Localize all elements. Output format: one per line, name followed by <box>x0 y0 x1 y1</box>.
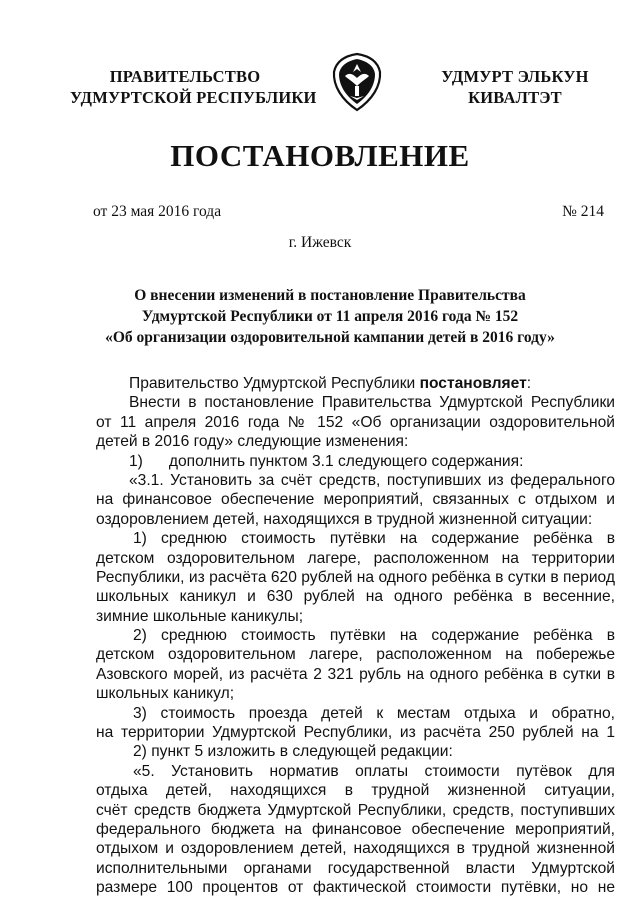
body-line: Республики, из расчёта 620 рублей на одного ребёнка в сутки в период <box>96 568 615 586</box>
header-left-line-1: ПРАВИТЕЛЬСТВО <box>109 67 261 86</box>
body-line: 2) среднюю стоимость путёвки на содержание ребёнка в <box>133 627 615 645</box>
body-line: детей в 2016 году» следующие изменения: <box>96 433 409 451</box>
body-line: школьных каникул и 630 рублей на одного ребёнка в весенние, <box>96 588 615 606</box>
header-right <box>420 66 610 108</box>
body-line: на территории Удмуртской Республики, из расчёта 250 рублей на 1 <box>96 724 615 742</box>
body-line: детском оздоровительном лагере, расположенном на побережье <box>96 646 615 664</box>
body-line: оздоровлением детей, находящихся в трудной жизненной ситуации: <box>96 510 593 528</box>
body-line: 1) среднюю стоимость путёвки на содержание ребёнка в <box>133 530 615 548</box>
body-line: от 11 апреля 2016 года № 152 «Об организации оздоровительной <box>96 413 615 431</box>
body-line: Внести в постановление Правительства Удмуртской Республики <box>129 394 615 412</box>
body-line: Азовского морей, из расчёта 2 321 рубль на одного ребёнка в сутки в <box>96 665 615 683</box>
body-line: отдыхом и оздоровлением детей, находящихся в трудной жизненной <box>96 840 615 858</box>
intro-colon: : <box>526 375 532 392</box>
body-line: школьных каникул; <box>96 685 235 703</box>
body-line: размере 100 процентов от фактической стоимости путёвки, но не <box>96 879 615 897</box>
body-line: 2) пункт 5 изложить в следующей редакции: <box>133 743 453 761</box>
intro-text: Правительство Удмуртской Республики <box>129 375 420 392</box>
header-left-line-2: УДМУРТСКОЙ РЕСПУБЛИКИ <box>70 88 317 107</box>
body-line: 1) дополнить пунктом 3.1 следующего содержания: <box>129 452 524 470</box>
body-line: на финансовое обеспечение мероприятий, связанных с отдыхом и <box>96 491 615 509</box>
body-line: «3.1. Установить за счёт средств, поступивших из федерального <box>129 471 615 489</box>
header-left <box>70 66 317 108</box>
body-line: отдыха детей, находящихся в трудной жизненной ситуации, <box>96 782 615 800</box>
document-city: г. Ижевск <box>288 234 352 251</box>
header-right-line-2: КИВАЛТЭТ <box>468 88 562 107</box>
body-line: счёт средств бюджета Удмуртской Республики, средств, поступивших <box>96 801 615 819</box>
document-type-title: ПОСТАНОВЛЕНИЕ <box>170 138 470 173</box>
body-intro <box>96 374 615 393</box>
body-line: детском оздоровительном лагере, расположенном на территории <box>96 549 615 567</box>
body-line: исполнительными органами государственной власти Удмуртской <box>96 859 615 877</box>
coat-of-arms-icon <box>330 52 384 112</box>
document-number: № 214 <box>562 203 604 220</box>
body-line: «5. Установить норматив оплаты стоимости путёвок для <box>133 762 615 780</box>
subject-line: «Об организации оздоровительной кампании детей в 2016 году» <box>105 329 555 346</box>
document-date: от 23 мая 2016 года <box>93 203 222 220</box>
body-line: 3) стоимость проезда детей к местам отдыха и обратно, <box>133 704 615 722</box>
body-line: федерального бюджета на финансовое обеспечение мероприятий, <box>96 820 615 838</box>
document-subject <box>60 285 600 348</box>
header-right-line-1: УДМУРТ ЭЛЬКУН <box>441 67 589 86</box>
document-body <box>96 374 615 898</box>
subject-line: О внесении изменений в постановление Правительства <box>134 287 526 304</box>
intro-keyword: постановляет <box>419 375 527 392</box>
body-line: зимние школьные каникулы; <box>96 607 304 625</box>
subject-line: Удмуртской Республики от 11 апреля 2016 года № 152 <box>141 308 519 325</box>
